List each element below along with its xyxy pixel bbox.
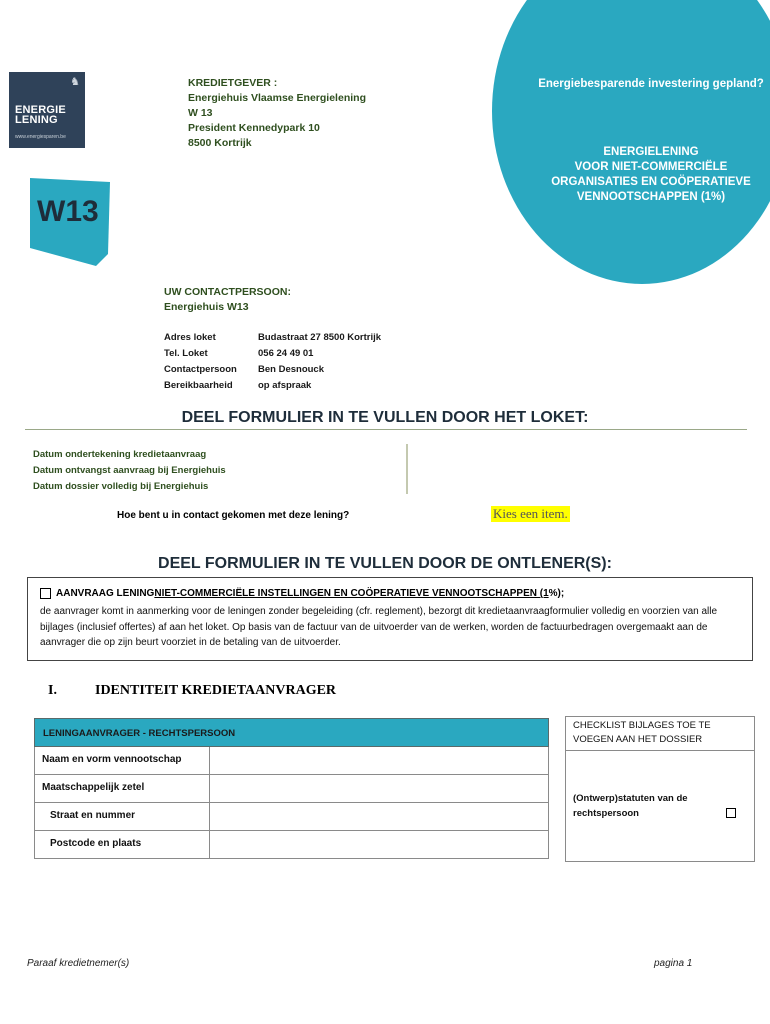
contact-source-dropdown[interactable]: Kies een item. xyxy=(493,506,568,521)
field-divider xyxy=(406,444,408,494)
lender-block xyxy=(188,76,366,151)
checklist-header: CHECKLIST BIJLAGES TOE TE VOEGEN AAN HET DOSSIER xyxy=(566,717,754,751)
section-loket-title: DEEL FORMULIER IN TE VULLEN DOOR HET LOKET: xyxy=(181,409,589,426)
request-prefix: AANVRAAG LENING xyxy=(56,588,155,599)
logo-url: www.energiesparen.be xyxy=(15,134,66,140)
table-row xyxy=(34,803,549,831)
loket-field-label: Datum ondertekening kredietaanvraag xyxy=(33,449,207,460)
loket-field-label: Datum ontvangst aanvraag bij Energiehuis xyxy=(33,465,226,476)
request-body: de aanvrager komt in aanmerking voor de leningen zonder begeleiding (cfr. reglement), bezorgt dit kredietaanvraagformulier volledig en voorzien van alle bijlages (inclusief offertes) af aan het loket. Op basis van de factuur van de uitvoerder van de werken, worden de factuurbedragen overgemaakt aan de aanvrager die op zijn beurt voorziet in de betaling van de uitvoerder. xyxy=(40,606,718,648)
contact-key: Adres loket xyxy=(164,332,216,343)
lender-street: President Kennedypark 10 xyxy=(188,122,320,134)
table-row xyxy=(34,775,549,803)
circle-line-3: ORGANISATIES EN COÖPERATIEVE xyxy=(551,176,751,188)
row-label: Naam en vorm vennootschap xyxy=(42,754,182,765)
checklist-box xyxy=(565,716,755,862)
row-divider xyxy=(209,775,210,802)
contact-value: 056 24 49 01 xyxy=(258,348,314,359)
checklist-item-label: (Ontwerp)statuten van de rechtspersoon xyxy=(573,793,688,819)
identity-number: I. xyxy=(48,683,57,698)
contact-row xyxy=(164,362,381,378)
section-ontlener-title: DEEL FORMULIER IN TE VULLEN DOOR DE ONTLENER(S): xyxy=(158,555,612,572)
loket-field-label: Datum dossier volledig bij Energiehuis xyxy=(33,481,209,492)
contact-row xyxy=(164,378,381,394)
contact-block xyxy=(164,285,291,315)
lender-city: 8500 Kortrijk xyxy=(188,137,252,149)
row-divider xyxy=(209,831,210,858)
row-label: Straat en nummer xyxy=(50,810,136,821)
lender-org: W 13 xyxy=(188,107,213,119)
contact-title: UW CONTACTPERSOON: xyxy=(164,286,291,298)
circle-question: Energiebesparende investering gepland? xyxy=(538,78,764,90)
applicant-table-header xyxy=(34,718,549,747)
lender-label: KREDIETGEVER : xyxy=(188,77,278,89)
logo-word-2: LENING xyxy=(15,114,58,126)
contact-key: Contactpersoon xyxy=(164,364,237,375)
circle-line-4: VENNOOTSCHAPPEN (1%) xyxy=(576,191,726,203)
table-row xyxy=(34,831,549,859)
row-divider xyxy=(209,747,210,774)
identity-title: IDENTITEIT KREDIETAANVRAGER xyxy=(95,683,337,698)
lender-name: Energiehuis Vlaamse Energielening xyxy=(188,92,366,104)
section-divider xyxy=(25,429,747,430)
contact-row xyxy=(164,346,381,362)
contact-key: Bereikbaarheid xyxy=(164,380,233,391)
checklist-checkbox[interactable] xyxy=(726,808,736,818)
request-underlined: NIET-COMMERCIËLE INSTELLINGEN EN COÖPERATIEVE VENNOOTSCHAPPEN (1 xyxy=(154,588,549,599)
energielening-logo xyxy=(9,72,85,148)
loket-fields xyxy=(33,447,226,495)
table-row xyxy=(34,747,549,775)
row-label: Postcode en plaats xyxy=(50,838,142,849)
contact-value: op afspraak xyxy=(258,380,312,391)
contact-row xyxy=(164,330,381,346)
request-title xyxy=(40,588,564,599)
contact-name: Energiehuis W13 xyxy=(164,301,249,313)
row-label: Maatschappelijk zetel xyxy=(42,782,145,793)
logo-word-1: ENERGIE xyxy=(15,104,66,116)
contact-value: Budastraat 27 8500 Kortrijk xyxy=(258,332,382,343)
w13-logo-icon xyxy=(30,178,110,266)
contact-key: Tel. Loket xyxy=(164,348,208,359)
contact-question: Hoe bent u in contact gekomen met deze lening? xyxy=(117,510,350,521)
header-circle xyxy=(492,0,770,284)
contact-table xyxy=(164,330,381,394)
identity-heading xyxy=(48,683,336,699)
request-suffix: %); xyxy=(548,588,565,599)
w13-logo-text: W13 xyxy=(37,195,99,228)
request-checkbox[interactable] xyxy=(40,588,51,599)
w13-logo xyxy=(30,178,110,266)
flemish-lion-icon: ♞ xyxy=(70,76,80,88)
applicant-table-header-label: LENINGAANVRAGER - RECHTSPERSOON xyxy=(43,728,236,739)
circle-line-1: ENERGIELENING xyxy=(603,146,699,158)
row-divider xyxy=(209,803,210,830)
circle-line-2: VOOR NIET-COMMERCIËLE xyxy=(574,161,728,173)
contact-value: Ben Desnouck xyxy=(258,364,324,375)
page-number: pagina 1 xyxy=(654,958,693,969)
footer-initials: Paraaf kredietnemer(s) xyxy=(27,958,130,969)
